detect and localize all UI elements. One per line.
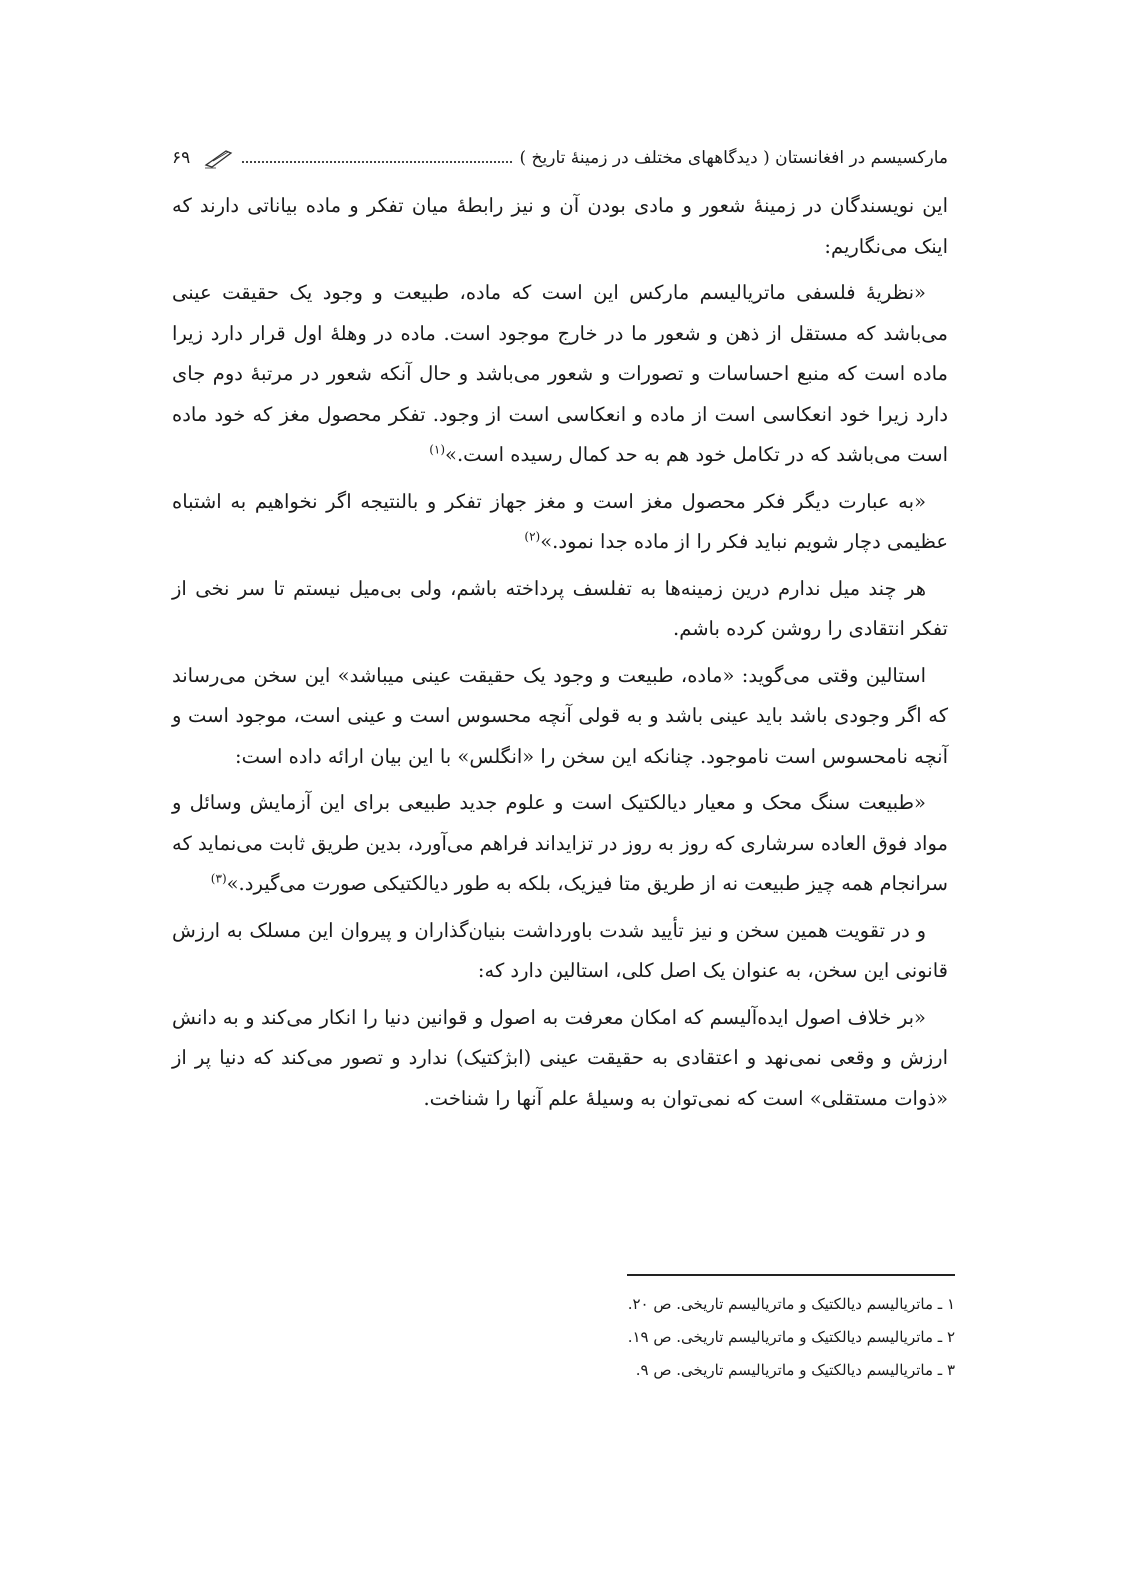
header-dotted-leader	[242, 161, 511, 163]
body-text	[172, 186, 948, 1125]
quote-paragraph: «بر خلاف اصول ایده‌آلیسم که امکان معرفت به اصول و قوانین دنیا را انکار می‌کند و به دانش ارزش و وقعی نمی‌نهد و اعتقادی به حقیقت عینی (ابژکتیک) ندارد و تصور می‌کند که دنیا پر از «ذوات مستقلی» است که نمی‌توان به وسیلهٔ علم آنها را شناخت.	[172, 1005, 948, 1110]
paragraph: و در تقویت همین سخن و نیز تأیید شدت باورداشت بنیان‌گذاران و پیروان این مسلک به ارزش قانونی این سخن، به عنوان یک اصل کلی، استالین دارد که:	[172, 918, 948, 982]
quote-paragraph	[172, 273, 948, 476]
paragraph-text: «طبیعت سنگ محک و معیار دیالکتیک است و علوم جدید طبیعی برای این آزمایش وسائل و مواد فوق العاده سرشاری که روز به روز در تزایداند فراهم می‌آورد، بدین طریق ثابت می‌نماید که سرانجام همه چیز طبیعت نه از طریق متا فیزیک، بلکه به طور دیالکتیکی صورت می‌گیرد.»	[172, 791, 948, 895]
footnotes	[355, 1288, 955, 1387]
footnote-ref[interactable]: (۱)	[429, 442, 446, 457]
paragraph: استالین وقتی می‌گوید: «ماده، طبیعت و وجود یک حقیقت عینی میباشد» این سخن می‌رساند که اگر وجودی باشد باید عینی باشد و به قولی آنچه محسوس است و عینی است، موجود است و آنچه نامحسوس است ناموجود. چنانکه این سخن را «انگلس» با این بیان ارائه داده است:	[172, 663, 948, 768]
footnote-ref[interactable]: (۲)	[524, 529, 541, 544]
footnote-item: ۱ ـ ماتریالیسم دیالکتیک و ماتریالیسم تاریخی. ص ۲۰.	[627, 1295, 955, 1313]
footnote-ref[interactable]: (۳)	[210, 871, 227, 886]
pen-icon	[204, 147, 234, 169]
quote-paragraph	[172, 783, 948, 905]
footnote-item: ۳ ـ ماتریالیسم دیالکتیک و ماتریالیسم تاریخی. ص ۹.	[635, 1361, 955, 1379]
paragraph-text: «نظریهٔ فلسفی ماتریالیسم مارکس این است که ماده، طبیعت و وجود یک حقیقت عینی می‌باشد که مستقل از ذهن و شعور ما در خارج موجود است. ماده در وهلهٔ اول قرار دارد زیرا ماده است که منبع احساسات و تصورات و شعور می‌باشد و حال آنکه شعور در مرتبهٔ دوم جای دارد زیرا خود انعکاسی است از ماده و انعکاسی است از وجود. تفکر محصول مغز که خود ماده است می‌باشد که در تکامل خود هم به حد کمال رسیده است.»	[172, 281, 948, 466]
footnote-item: ۲ ـ ماتریالیسم دیالکتیک و ماتریالیسم تاریخی. ص ۱۹.	[627, 1328, 955, 1346]
paragraph: این نویسندگان در زمینهٔ شعور و مادی بودن آن و نیز رابطهٔ میان تفکر و ماده بیاناتی دارند که اینک می‌نگاریم:	[172, 194, 948, 258]
running-header-title: مارکسیسم در افغانستان ( دیدگاههای مختلف در زمینهٔ تاریخ )	[519, 148, 948, 168]
running-header	[172, 140, 948, 176]
paragraph-text: «به عبارت دیگر فکر محصول مغز است و مغز جهاز تفکر و بالنتیجه اگر نخواهیم به اشتباه عظیمی دچار شویم نباید فکر را از ماده جدا نمود.»	[172, 489, 948, 553]
quote-paragraph	[172, 482, 948, 563]
paragraph: هر چند میل ندارم درین زمینه‌ها به تفلسف پرداخته باشم، ولی بی‌میل نیستم تا سر نخی از تفکر انتقادی را روشن کرده باشم.	[172, 576, 948, 640]
footnote-divider	[627, 1274, 955, 1276]
page-number: ۶۹	[172, 148, 191, 168]
